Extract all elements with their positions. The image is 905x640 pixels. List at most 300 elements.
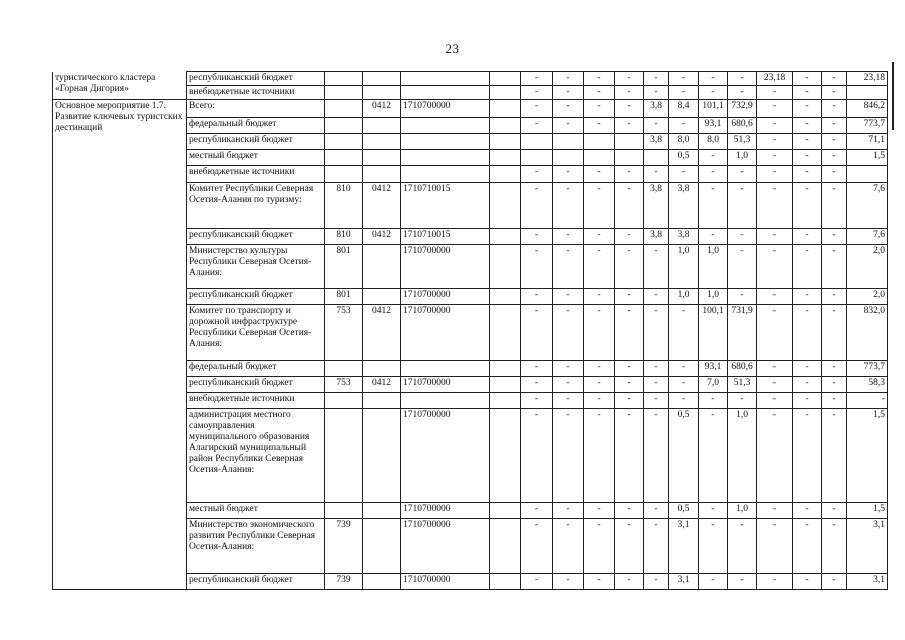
value-cell: 732,9	[728, 100, 757, 118]
value-cell: -	[644, 86, 669, 100]
code-cell: 739	[325, 574, 363, 590]
value-cell: 3,1	[847, 574, 888, 590]
value-cell: 23,18	[757, 72, 793, 86]
source-cell: внебюджетные источники	[187, 393, 325, 409]
value-cell: -	[521, 409, 553, 503]
value-cell: -	[521, 393, 553, 409]
value-cell: 51,3	[728, 377, 757, 393]
value-cell: -	[699, 150, 728, 166]
value-cell: -	[521, 519, 553, 574]
value-cell: 8,0	[699, 134, 728, 150]
value-cell: -	[822, 183, 847, 229]
value-cell: -	[584, 100, 615, 118]
value-cell: -	[793, 229, 822, 245]
value-cell: 3,1	[669, 574, 699, 590]
value-cell: -	[699, 503, 728, 519]
value-cell: -	[584, 289, 615, 305]
value-cell: -	[553, 393, 584, 409]
value-cell: 2,0	[847, 289, 888, 305]
value-cell: -	[584, 183, 615, 229]
value-cell: 2,0	[847, 245, 888, 289]
source-cell: республиканский бюджет	[187, 574, 325, 590]
value-cell: -	[822, 86, 847, 100]
code-cell	[325, 409, 363, 503]
code-cell	[363, 289, 401, 305]
code-cell: 753	[325, 377, 363, 393]
code-cell	[363, 72, 401, 86]
value-cell: -	[793, 118, 822, 134]
value-cell: -	[553, 503, 584, 519]
value-cell: -	[757, 289, 793, 305]
source-cell: администрация местного самоуправления муниципального образования Алагирский муниципальный район Республики Северная Осетия-Алания:	[187, 409, 325, 503]
value-cell: -	[669, 377, 699, 393]
code-cell: 0412	[363, 229, 401, 245]
value-cell: -	[699, 166, 728, 183]
code-cell: 1710700000	[401, 289, 490, 305]
value-cell: -	[521, 183, 553, 229]
code-cell	[363, 150, 401, 166]
value-cell: -	[822, 134, 847, 150]
value-cell: -	[615, 72, 644, 86]
value-cell: 93,1	[699, 118, 728, 134]
source-cell: федеральный бюджет	[187, 118, 325, 134]
value-cell: -	[644, 245, 669, 289]
value-cell: -	[644, 289, 669, 305]
value-cell: -	[822, 393, 847, 409]
value-cell: -	[793, 361, 822, 377]
code-cell	[490, 409, 521, 503]
code-cell	[325, 118, 363, 134]
value-cell: -	[728, 166, 757, 183]
value-cell: -	[644, 166, 669, 183]
value-cell: -	[728, 574, 757, 590]
value-cell: 1,0	[699, 289, 728, 305]
source-cell: Комитет по транспорту и дорожной инфраструктуре Республики Северная Осетия-Алания:	[187, 305, 325, 361]
code-cell	[490, 100, 521, 118]
value-cell: -	[615, 361, 644, 377]
value-cell: 3,8	[644, 183, 669, 229]
code-cell: 0412	[363, 183, 401, 229]
code-cell: 1710700000	[401, 100, 490, 118]
value-cell: -	[553, 574, 584, 590]
value-cell: -	[793, 393, 822, 409]
value-cell: -	[699, 574, 728, 590]
code-cell: 0412	[363, 377, 401, 393]
source-cell: республиканский бюджет	[187, 134, 325, 150]
value-cell: -	[728, 229, 757, 245]
value-cell: -	[699, 409, 728, 503]
value-cell: -	[521, 574, 553, 590]
value-cell: 1,0	[728, 150, 757, 166]
value-cell: 832,0	[847, 305, 888, 361]
value-cell: 1,0	[728, 503, 757, 519]
value-cell: -	[615, 86, 644, 100]
value-cell: -	[793, 100, 822, 118]
value-cell: 3,8	[669, 183, 699, 229]
code-cell	[490, 72, 521, 86]
code-cell	[490, 377, 521, 393]
value-cell: -	[822, 361, 847, 377]
value-cell: -	[615, 289, 644, 305]
value-cell: -	[553, 229, 584, 245]
value-cell: -	[644, 118, 669, 134]
code-cell: 1710700000	[401, 377, 490, 393]
value-cell: 1,0	[669, 289, 699, 305]
value-cell: -	[793, 519, 822, 574]
value-cell: -	[699, 86, 728, 100]
value-cell: -	[584, 166, 615, 183]
value-cell: 8,4	[669, 100, 699, 118]
value-cell: -	[521, 289, 553, 305]
value-cell: -	[728, 519, 757, 574]
source-cell: внебюджетные источники	[187, 86, 325, 100]
code-cell	[363, 134, 401, 150]
value-cell: 7,6	[847, 229, 888, 245]
code-cell	[363, 245, 401, 289]
value-cell: -	[521, 86, 553, 100]
code-cell	[363, 361, 401, 377]
value-cell: 3,1	[847, 519, 888, 574]
value-cell: -	[521, 72, 553, 86]
value-cell: -	[615, 377, 644, 393]
source-cell: республиканский бюджет	[187, 289, 325, 305]
value-cell: 3,8	[669, 229, 699, 245]
value-cell: 71,1	[847, 134, 888, 150]
value-cell	[553, 134, 584, 150]
code-cell	[363, 503, 401, 519]
value-cell: -	[615, 166, 644, 183]
code-cell	[363, 409, 401, 503]
code-cell	[325, 100, 363, 118]
value-cell: -	[553, 166, 584, 183]
value-cell: -	[644, 409, 669, 503]
code-cell	[363, 519, 401, 574]
code-cell	[401, 118, 490, 134]
value-cell: -	[757, 183, 793, 229]
value-cell: 0,5	[669, 409, 699, 503]
value-cell: 1,5	[847, 150, 888, 166]
code-cell	[325, 72, 363, 86]
value-cell: -	[699, 393, 728, 409]
value-cell: -	[553, 118, 584, 134]
value-cell: -	[822, 409, 847, 503]
value-cell: -	[553, 289, 584, 305]
code-cell	[490, 86, 521, 100]
value-cell	[615, 150, 644, 166]
value-cell: -	[644, 393, 669, 409]
value-cell	[615, 134, 644, 150]
value-cell: 0,5	[669, 503, 699, 519]
code-cell	[490, 361, 521, 377]
value-cell: -	[553, 519, 584, 574]
code-cell	[325, 150, 363, 166]
value-cell: 23,18	[847, 72, 888, 86]
value-cell: -	[822, 100, 847, 118]
value-cell: -	[699, 519, 728, 574]
value-cell: -	[553, 361, 584, 377]
value-cell: -	[822, 245, 847, 289]
value-cell: 731,9	[728, 305, 757, 361]
value-cell: -	[669, 118, 699, 134]
code-cell	[401, 72, 490, 86]
value-cell: -	[615, 393, 644, 409]
value-cell: 846,2	[847, 100, 888, 118]
code-cell	[363, 393, 401, 409]
code-cell	[325, 503, 363, 519]
value-cell: 3,8	[644, 100, 669, 118]
code-cell: 1710710015	[401, 183, 490, 229]
value-cell: 7,6	[847, 183, 888, 229]
value-cell: -	[521, 377, 553, 393]
value-cell: -	[584, 305, 615, 361]
code-cell	[401, 150, 490, 166]
value-cell: 100,1	[699, 305, 728, 361]
value-cell: 1,0	[669, 245, 699, 289]
value-cell: -	[757, 361, 793, 377]
value-cell: -	[584, 245, 615, 289]
value-cell: -	[757, 409, 793, 503]
code-cell: 1710710015	[401, 229, 490, 245]
value-cell: -	[615, 409, 644, 503]
value-cell: -	[521, 100, 553, 118]
activity-name-cell: туристического кластера «Горная Дигория»	[53, 72, 187, 100]
code-cell: 1710700000	[401, 305, 490, 361]
value-cell: -	[822, 118, 847, 134]
code-cell	[401, 86, 490, 100]
value-cell: -	[615, 305, 644, 361]
code-cell: 810	[325, 183, 363, 229]
code-cell	[363, 166, 401, 183]
code-cell: 0412	[363, 100, 401, 118]
value-cell: 58,3	[847, 377, 888, 393]
value-cell: 680,6	[728, 361, 757, 377]
value-cell: -	[615, 503, 644, 519]
budget-table-body	[53, 72, 888, 590]
value-cell: -	[584, 393, 615, 409]
code-cell	[401, 166, 490, 183]
value-cell: -	[793, 134, 822, 150]
code-cell: 739	[325, 519, 363, 574]
value-cell: -	[757, 519, 793, 574]
value-cell: -	[822, 72, 847, 86]
value-cell: -	[615, 183, 644, 229]
value-cell	[584, 150, 615, 166]
code-cell	[490, 229, 521, 245]
source-cell: республиканский бюджет	[187, 72, 325, 86]
source-cell: Министерство экономического развития Республики Северная Осетия-Алания:	[187, 519, 325, 574]
code-cell	[401, 393, 490, 409]
value-cell: -	[757, 166, 793, 183]
value-cell	[644, 150, 669, 166]
value-cell: -	[669, 86, 699, 100]
value-cell: -	[553, 100, 584, 118]
value-cell: -	[728, 289, 757, 305]
value-cell: -	[584, 361, 615, 377]
value-cell: -	[699, 72, 728, 86]
value-cell: 1,0	[728, 409, 757, 503]
value-cell: -	[521, 166, 553, 183]
code-cell	[490, 305, 521, 361]
value-cell: -	[584, 409, 615, 503]
value-cell: -	[822, 289, 847, 305]
value-cell: -	[728, 183, 757, 229]
value-cell: -	[847, 393, 888, 409]
value-cell: 3,1	[669, 519, 699, 574]
code-cell: 810	[325, 229, 363, 245]
source-cell: республиканский бюджет	[187, 229, 325, 245]
code-cell	[490, 183, 521, 229]
source-cell: местный бюджет	[187, 503, 325, 519]
table-row	[53, 100, 888, 118]
value-cell: -	[757, 393, 793, 409]
code-cell: 1710700000	[401, 574, 490, 590]
code-cell	[490, 134, 521, 150]
code-cell	[490, 393, 521, 409]
value-cell: -	[644, 519, 669, 574]
value-cell: -	[793, 245, 822, 289]
value-cell: -	[521, 245, 553, 289]
value-cell: -	[757, 118, 793, 134]
source-cell: внебюджетные источники	[187, 166, 325, 183]
value-cell: 1,5	[847, 503, 888, 519]
code-cell: 801	[325, 245, 363, 289]
value-cell: -	[615, 229, 644, 245]
value-cell: -	[793, 150, 822, 166]
value-cell: -	[822, 150, 847, 166]
code-cell: 801	[325, 289, 363, 305]
activity-name-cell: Основное мероприятие 1.7. Развитие ключевых туристских дестинаций	[53, 100, 187, 590]
value-cell: -	[584, 574, 615, 590]
value-cell: -	[822, 574, 847, 590]
source-cell: местный бюджет	[187, 150, 325, 166]
value-cell	[521, 150, 553, 166]
value-cell: -	[793, 289, 822, 305]
value-cell: -	[728, 245, 757, 289]
value-cell: -	[793, 305, 822, 361]
value-cell: 1,5	[847, 409, 888, 503]
value-cell: 680,6	[728, 118, 757, 134]
source-cell: Комитет Республики Северная Осетия-Алания по туризму:	[187, 183, 325, 229]
value-cell: -	[644, 361, 669, 377]
code-cell	[490, 574, 521, 590]
value-cell: -	[699, 229, 728, 245]
value-cell: -	[757, 377, 793, 393]
value-cell: -	[793, 183, 822, 229]
scan-edge-mark	[892, 62, 894, 130]
budget-table	[52, 71, 888, 590]
value-cell: -	[615, 100, 644, 118]
source-cell: республиканский бюджет	[187, 377, 325, 393]
value-cell: -	[584, 377, 615, 393]
code-cell	[490, 118, 521, 134]
value-cell: 773,7	[847, 118, 888, 134]
value-cell: -	[757, 86, 793, 100]
code-cell	[490, 245, 521, 289]
value-cell: -	[757, 245, 793, 289]
value-cell: -	[553, 377, 584, 393]
code-cell	[325, 393, 363, 409]
value-cell: -	[822, 377, 847, 393]
code-cell: 1710700000	[401, 503, 490, 519]
value-cell: -	[757, 100, 793, 118]
code-cell	[401, 134, 490, 150]
value-cell: -	[669, 361, 699, 377]
value-cell: -	[553, 72, 584, 86]
value-cell	[847, 166, 888, 183]
value-cell: -	[584, 519, 615, 574]
value-cell: 773,7	[847, 361, 888, 377]
value-cell: -	[584, 229, 615, 245]
value-cell: -	[553, 86, 584, 100]
code-cell	[490, 166, 521, 183]
value-cell: -	[644, 574, 669, 590]
value-cell: 3,8	[644, 134, 669, 150]
value-cell: -	[615, 519, 644, 574]
value-cell: -	[757, 503, 793, 519]
value-cell: 101,1	[699, 100, 728, 118]
code-cell: 1710700000	[401, 409, 490, 503]
value-cell: -	[521, 503, 553, 519]
value-cell: -	[521, 229, 553, 245]
value-cell: 51,3	[728, 134, 757, 150]
value-cell: -	[793, 86, 822, 100]
code-cell	[325, 166, 363, 183]
value-cell: -	[521, 305, 553, 361]
value-cell: -	[728, 72, 757, 86]
value-cell: 93,1	[699, 361, 728, 377]
code-cell: 1710700000	[401, 245, 490, 289]
value-cell: -	[822, 519, 847, 574]
code-cell	[490, 503, 521, 519]
value-cell: -	[757, 229, 793, 245]
code-cell	[363, 574, 401, 590]
value-cell: -	[793, 72, 822, 86]
value-cell: -	[644, 377, 669, 393]
value-cell: -	[757, 134, 793, 150]
value-cell: -	[553, 245, 584, 289]
value-cell: -	[584, 72, 615, 86]
value-cell: -	[615, 574, 644, 590]
source-cell: Министерство культуры Республики Северная Осетия-Алания:	[187, 245, 325, 289]
source-cell: Всего:	[187, 100, 325, 118]
code-cell	[490, 150, 521, 166]
value-cell: -	[822, 229, 847, 245]
code-cell	[401, 361, 490, 377]
value-cell: 7,0	[699, 377, 728, 393]
value-cell: -	[669, 305, 699, 361]
value-cell	[584, 134, 615, 150]
value-cell: -	[793, 503, 822, 519]
value-cell: -	[793, 409, 822, 503]
code-cell: 1710700000	[401, 519, 490, 574]
value-cell: -	[793, 574, 822, 590]
value-cell: -	[644, 503, 669, 519]
value-cell: -	[553, 409, 584, 503]
value-cell	[847, 86, 888, 100]
page-number: 23	[445, 41, 460, 56]
code-cell: 0412	[363, 305, 401, 361]
value-cell: -	[757, 150, 793, 166]
value-cell: -	[793, 166, 822, 183]
value-cell: 1,0	[699, 245, 728, 289]
value-cell: -	[699, 183, 728, 229]
value-cell: 8,0	[669, 134, 699, 150]
code-cell	[325, 361, 363, 377]
code-cell	[325, 86, 363, 100]
value-cell	[521, 134, 553, 150]
code-cell: 753	[325, 305, 363, 361]
value-cell: -	[584, 503, 615, 519]
